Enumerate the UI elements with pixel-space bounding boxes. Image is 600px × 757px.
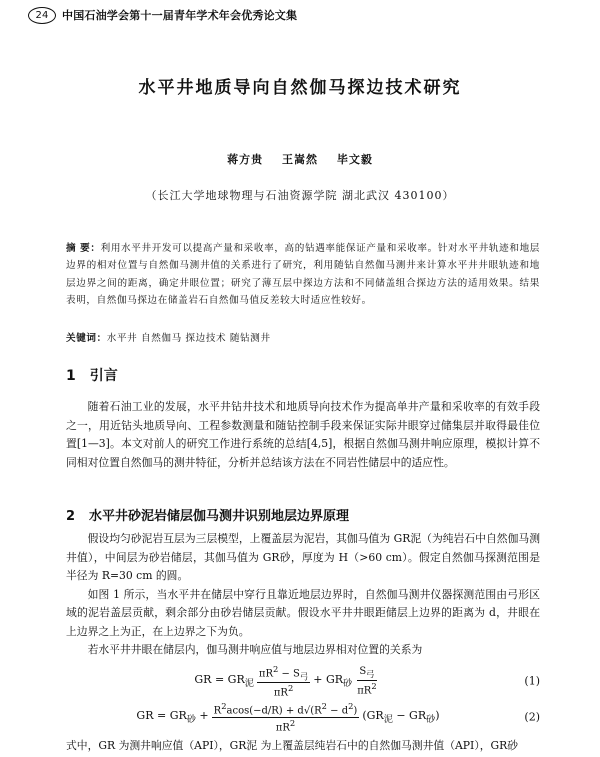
running-header: [28, 6, 580, 24]
equation-1-number: (1): [524, 674, 540, 688]
section-1-heading: [66, 365, 118, 385]
section-2-body: [66, 530, 540, 660]
section-1-paragraph: 随着石油工业的发展，水平井钻井技术和地质导向技术作为提高单井产量和采收率的有效手段之一，用近钻头地质导向、工程参数测量和随钻控制手段来保证实际井眼穿过储集层并取得最佳位置[1—3]。本文对前人的研究工作进行系统的总结[4,5]，根据自然伽马测井响应原理，模拟计算不同相对位置自然伽马的测井特征，分析并总结该方法在不同岩性储层中的适应性。: [66, 400, 540, 469]
abstract-text: 利用水平井开发可以提高产量和采收率，高的钻遇率能保证产量和采收率。针对水平井轨迹和地层边界的相对位置与自然伽马测井值的关系进行了研究，利用随钻自然伽马测井来计算水平井井眼轨迹和地层边界之间的距离，确定井眼位置；研究了薄互层中探边方法和不同储盖组合探边方法的适用效果。结果表明，自然伽马探边在储盖岩石自然伽马值反差较大时适应性较好。: [66, 243, 540, 306]
paper-title: 水平井地质导向自然伽马探边技术研究: [138, 78, 462, 98]
keywords: [66, 330, 540, 344]
section-1-body: [66, 398, 540, 472]
section-2-paragraph-2: 如图 1 所示，当水平井在储层中穿行且靠近地层边界时，自然伽马测井仪器探测范围由弓形区域的泥岩盖层贡献，剩余部分由砂岩储层贡献。假设水平井井眼距储层上边界的距离为 d，井眼在上边界之上为正，在上边界之下为负。: [66, 587, 540, 638]
equation-1-body: GR = $GR_泥$ $\frac{\pi R^2 - S_弓}{\pi R^2}$ + $GR_砂$ $\frac{S_弓}{\pi R^2}$: [194, 663, 377, 699]
journal-name: 中国石油学会第十一届青年学术年会优秀论文集: [62, 9, 298, 22]
page-number: 24: [28, 7, 56, 24]
section-2-title: 水平井砂泥岩储层伽马测井识别地层边界原理: [89, 509, 350, 524]
equation-2-number: (2): [524, 710, 540, 724]
equation-2-body: GR = $GR_砂$ + $\frac{R^2acos(-d/R) + d√(R^2 - d^2)}{\pi R^2}$ $(GR_泥 - GR_砂)$: [136, 701, 440, 733]
section-1-title: 引言: [89, 368, 118, 384]
section-2-paragraph-1: 假设均匀砂泥岩互层为三层模型，上覆盖层为泥岩，其伽马值为 GR泥（为纯岩石中自然伽马测井值），中间层为砂岩储层，其伽马值为 GR砂，厚度为 H（>60 cm）。假定自然伽马探测范围是半径为 R=30 cm 的圆。: [66, 532, 540, 582]
section-1-number: 1: [66, 368, 76, 384]
equation-explanation: 式中，GR 为测井响应值（API），GR泥 为上覆盖层纯岩石中的自然伽马测井值（API），GR砂: [66, 739, 519, 752]
authors: 蒋方贵 王嵩然 毕文毅: [227, 153, 373, 166]
equation-2: [66, 700, 540, 734]
abstract: [66, 240, 540, 309]
section-2-paragraph-3: 若水平井井眼在储层内，伽马测井响应值与地层边界相对位置的关系为: [87, 643, 423, 656]
equation-1: [66, 664, 540, 698]
abstract-label: 摘 要：: [66, 243, 101, 254]
keywords-label: 关键词：: [66, 333, 107, 344]
affiliation: （长江大学地球物理与石油资源学院 湖北武汉 430100）: [145, 189, 455, 202]
keywords-text: 水平井 自然伽马 探边技术 随钻测井: [106, 333, 271, 344]
section-2-heading: [66, 505, 349, 524]
section-2-number: 2: [66, 509, 76, 524]
